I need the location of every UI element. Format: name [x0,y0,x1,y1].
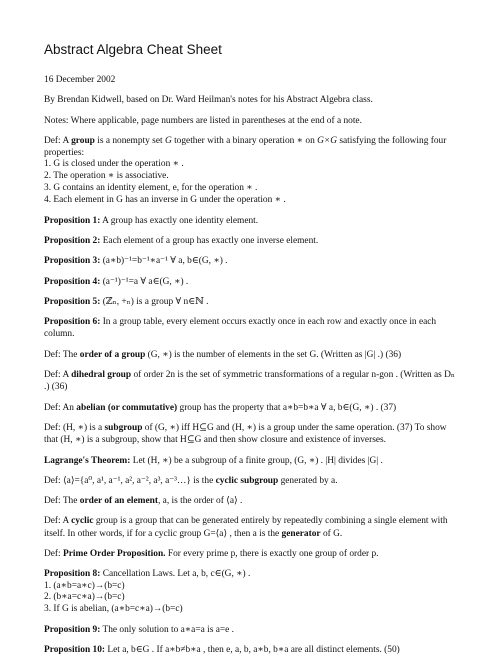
abelian-definition: Def: An abelian (or commutative) group has the property that a∗b=b∗a ∀ a, b∈(G, ∗) . (37) [44,402,397,413]
byline: By Brendan Kidwell, based on Dr. Ward Heilman's notes for his Abstract Algebra class. [44,95,373,106]
list-item: 2. The operation ∗ is associative. [44,171,169,182]
list-item: 1. G is closed under the operation ∗ . [44,159,184,170]
date: 16 December 2002 [44,75,116,85]
list-item: 3. If G is abelian, (a∗b=c∗a)→(b=c) [44,604,183,615]
order-of-element-definition: Def: The order of an element, a, is the order of ⟨a⟩ . [44,496,243,507]
proposition-2: Proposition 2: Each element of a group has exactly one inverse element. [44,235,319,246]
proposition-3: Proposition 3: (a∗b)⁻¹=b⁻¹∗a⁻¹ ∀ a, b∈(G, ∗) . [44,256,228,267]
list-item: 3. G contains an identity element, e, for the operation ∗ . [44,183,258,194]
list-item: 1. (a∗b=a∗c)→(b=c) [44,580,125,591]
proposition-8: Proposition 8: Cancellation Laws. Let a, b, c∈(G, ∗) . [44,569,251,580]
dihedral-group-definition: Def: A dihedral group of order 2n is the set of symmetric transformations of a regular n-gon . (Written as Dₙ .) (36) [44,370,455,393]
prime-order-proposition: Def: Prime Order Proposition. For every prime p, there is exactly one group of order p. [44,549,379,560]
proposition-6: Proposition 6: In a group table, every element occurs exactly once in each row and exactly once in each column. [44,317,437,340]
proposition-4: Proposition 4: (a⁻¹)⁻¹=a ∀ a∈(G, ∗) . [44,276,189,287]
list-item: 4. Each element in G has an inverse in G under the operation ∗ . [44,194,286,205]
subgroup-definition: Def: (H, ∗) is a subgroup of (G, ∗) iff H⊆G and (H, ∗) is a group under the same operation. (37) To show that (H, ∗) is a subgroup, show that H⊆G and then show closure and existence of inverses. [44,422,447,446]
page-title: Abstract Algebra Cheat Sheet [44,42,222,57]
proposition-10: Proposition 10: Let a, b∈G . If a∗b≠b∗a , then e, a, b, a∗b, b∗a are all distinct elements. (50) [44,645,400,656]
list-item: 2. (b∗a=c∗a)→(b=c) [44,592,125,603]
notes: Notes: Where applicable, page numbers are listed in parentheses at the end of a note. [44,115,362,126]
proposition-5: Proposition 5: (ℤₙ, +ₙ) is a group ∀ n∈ℕ . [44,296,209,307]
proposition-9: Proposition 9: The only solution to a∗a=a is a=e . [44,625,235,635]
group-definition: Def: A group is a nonempty set G together with a binary operation ∗ on G×G satisfying the following four properties: [44,135,447,159]
lagrange-theorem: Lagrange's Theorem: Let (H, ∗) be a subgroup of a finite group, (G, ∗) . |H| divides |G| . [44,455,383,466]
group-properties-list [44,159,455,206]
order-of-group-definition: Def: The order of a group (G, ∗) is the number of elements in the set G. (Written as |G| .) (36) [44,349,402,360]
cyclic-group-definition: Def: A cyclic group is a group that can be generated entirely by repeatedly combining a single element with itself. In other words, if for a cyclic group G=⟨a⟩ , then a is the generator of G. [44,516,448,539]
proposition-1: Proposition 1: A group has exactly one identity element. [44,215,259,226]
cancellation-laws-list [44,581,455,616]
cyclic-subgroup-definition: Def: ⟨a⟩={a⁰, a¹, a⁻¹, a², a⁻², a³, a⁻³…} is the cyclic subgroup generated by a. [44,475,338,486]
